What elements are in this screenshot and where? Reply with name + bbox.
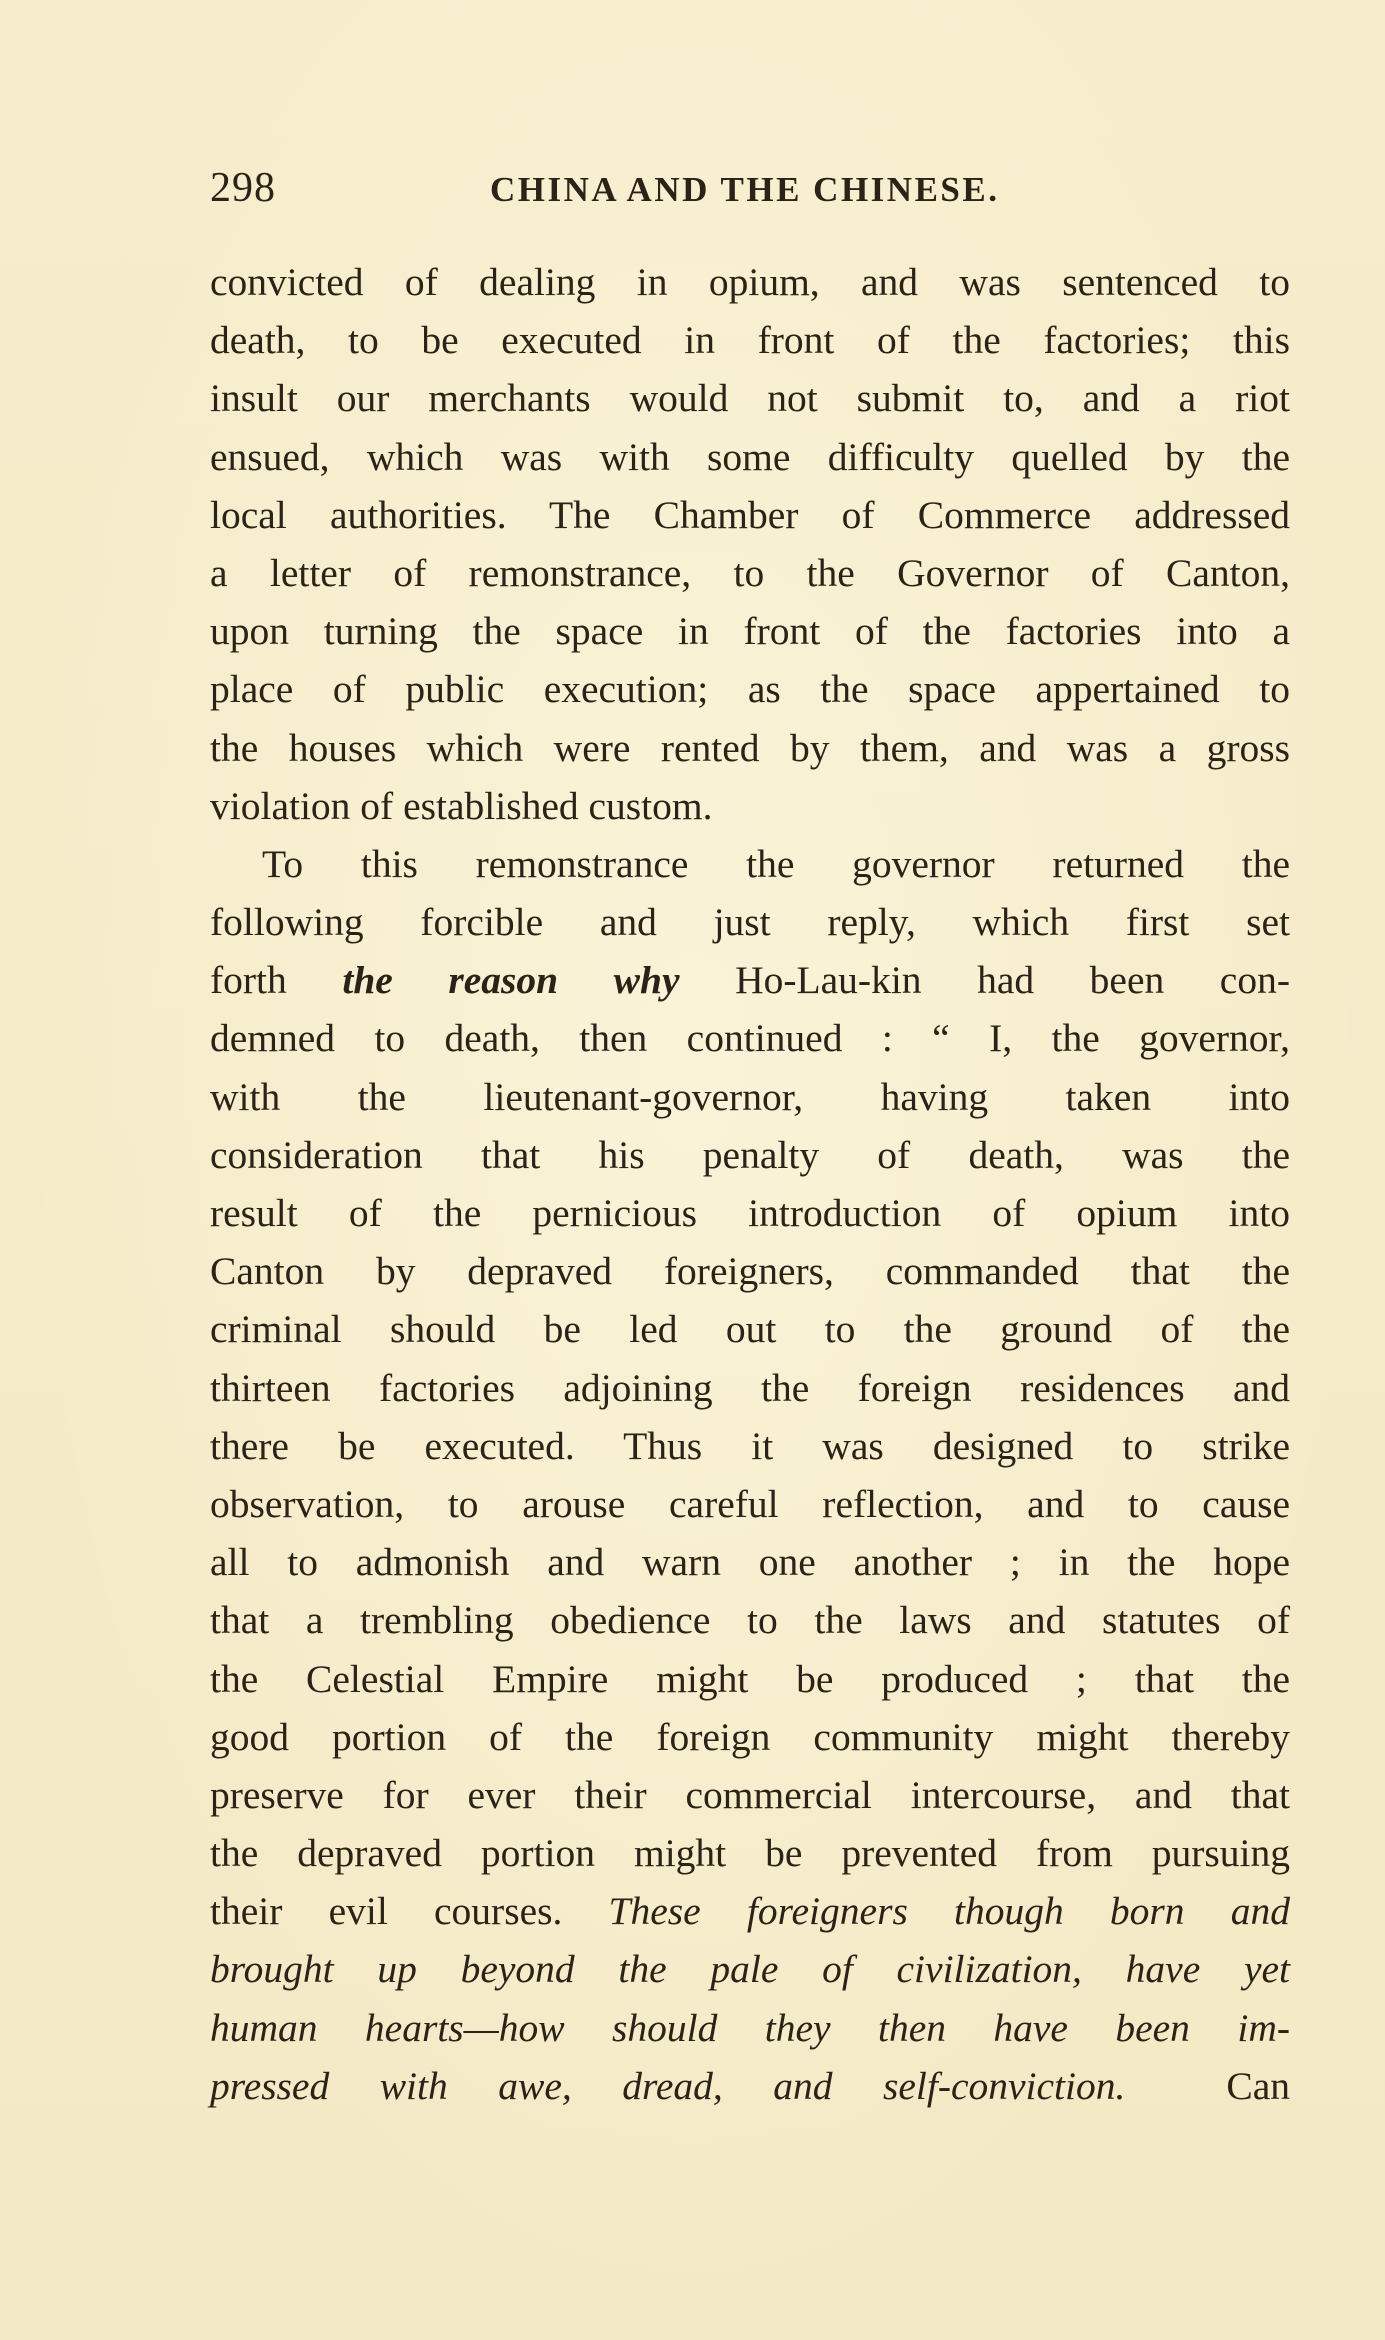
- italic-phrase: These foreigners though born and: [608, 1889, 1290, 1934]
- text-line: forth the reason why Ho-Lau-kin had been con-: [210, 958, 1290, 1003]
- text-line: violation of established custom.: [210, 783, 713, 828]
- italic-phrase: the reason why: [342, 958, 680, 1003]
- text-line: insult our merchants would not submit to, and a riot: [210, 376, 1290, 421]
- text-line: the houses which were rented by them, and was a gross: [210, 725, 1290, 770]
- text-line: demned to death, then continued : “ I, the governor,: [210, 1016, 1290, 1061]
- text-line: criminal should be led out to the ground of the: [210, 1307, 1290, 1352]
- text-line: observation, to arouse careful reflection, and to cause: [210, 1481, 1290, 1526]
- text-line: following forcible and just reply, which first set: [210, 900, 1290, 945]
- text-line: the Celestial Empire might be produced ; that the: [210, 1656, 1290, 1701]
- text-line: result of the pernicious introduction of opium into: [210, 1191, 1290, 1235]
- text-line: local authorities. The Chamber of Commerce addressed: [210, 492, 1290, 537]
- italic-phrase: pressed with awe, dread, and self-conviction.: [210, 2063, 1126, 2108]
- text-line: their evil courses. These foreigners though born and: [210, 1889, 1290, 1934]
- text-line: brought up beyond the pale of civilization, have yet: [210, 1947, 1290, 1992]
- page-number: 298: [210, 165, 276, 211]
- text-line: a letter of remonstrance, to the Governor of Canton,: [210, 550, 1290, 595]
- text-line: Canton by depraved foreigners, commanded that the: [210, 1249, 1290, 1294]
- running-title: CHINA AND THE CHINESE.: [490, 170, 1000, 209]
- text-line: preserve for ever their commercial intercourse, and that: [210, 1772, 1290, 1817]
- text-line: thirteen factories adjoining the foreign residences and: [210, 1365, 1290, 1410]
- text-line: ensued, which was with some difficulty quelled by the: [210, 434, 1290, 479]
- text-line: consideration that his penalty of death, was the: [210, 1132, 1290, 1177]
- text-line: there be executed. Thus it was designed to strike: [210, 1423, 1290, 1468]
- text-line: that a trembling obedience to the laws and statutes of: [210, 1598, 1290, 1643]
- text-line: death, to be executed in front of the factories; this: [210, 318, 1290, 363]
- text-line: upon turning the space in front of the factories into a: [210, 609, 1290, 654]
- text-line: good portion of the foreign community might thereby: [210, 1714, 1290, 1759]
- running-head: [210, 158, 1290, 218]
- text-line: with the lieutenant-governor, having taken into: [210, 1074, 1290, 1119]
- text-line: To this remonstrance the governor returned the: [262, 841, 1290, 886]
- text-line: human hearts—how should they then have been im-: [210, 2005, 1290, 2050]
- text-line: all to admonish and warn one another ; in the hope: [210, 1540, 1290, 1585]
- text-line: place of public execution; as the space appertained to: [210, 667, 1290, 712]
- text-line: pressed with awe, dread, and self-conviction. Can: [210, 2063, 1290, 2108]
- text-line: the depraved portion might be prevented from pursuing: [210, 1831, 1290, 1876]
- text-line: convicted of dealing in opium, and was sentenced to: [210, 260, 1290, 304]
- body-text: [210, 253, 1290, 2115]
